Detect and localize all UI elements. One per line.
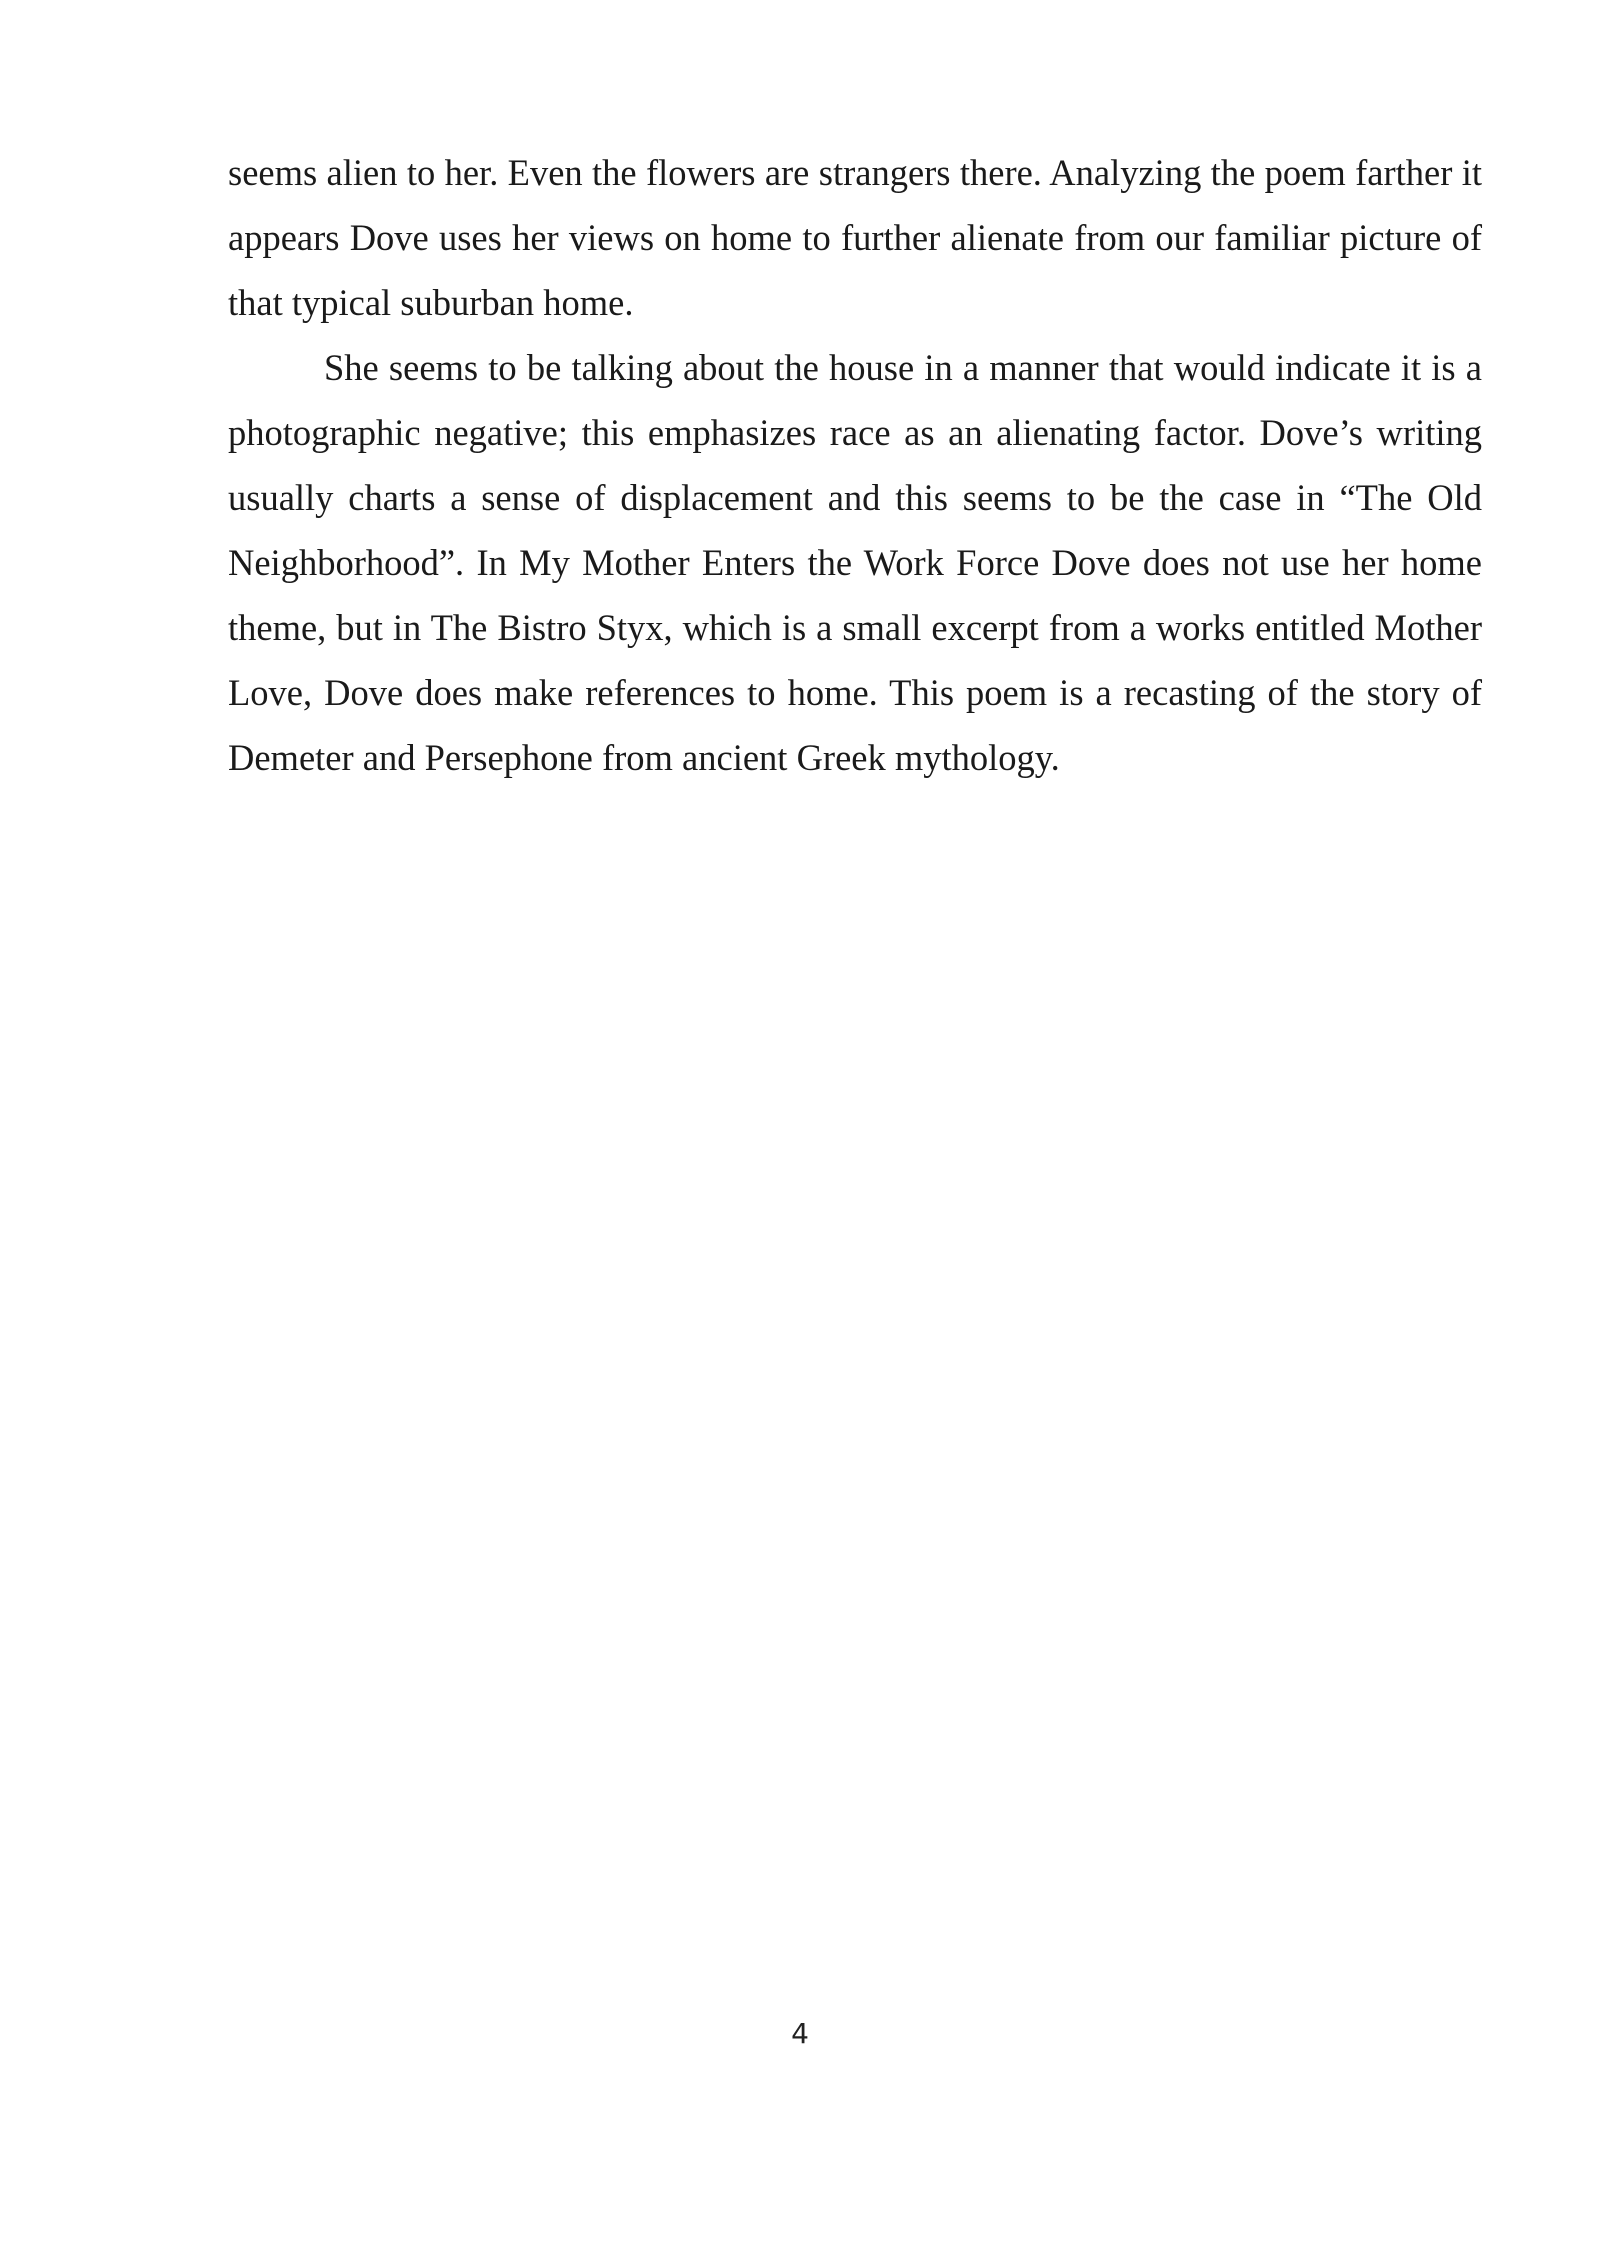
paragraph-continuation: seems alien to her. Even the flowers are strangers there. Analyzing the poem farther it appears Dove uses her views on home to further alienate from our familiar picture of that typical suburban home. xyxy=(228,152,1482,323)
page-number: 4 xyxy=(791,2017,809,2050)
body-text xyxy=(228,140,1482,790)
paragraph-photographic-negative: She seems to be talking about the house in a manner that would indicate it is a photographic negative; this emphasizes race as an alienating factor. Dove’s writing usually charts a sense of displacement and this seems to be the case in “The Old Neighborhood”. In My Mother Enters the Work Force Dove does not use her home theme, but in The Bistro Styx, which is a small excerpt from a works entitled Mother Love, Dove does make references to home. This poem is a recasting of the story of Demeter and Persephone from ancient Greek mythology. xyxy=(228,347,1482,778)
